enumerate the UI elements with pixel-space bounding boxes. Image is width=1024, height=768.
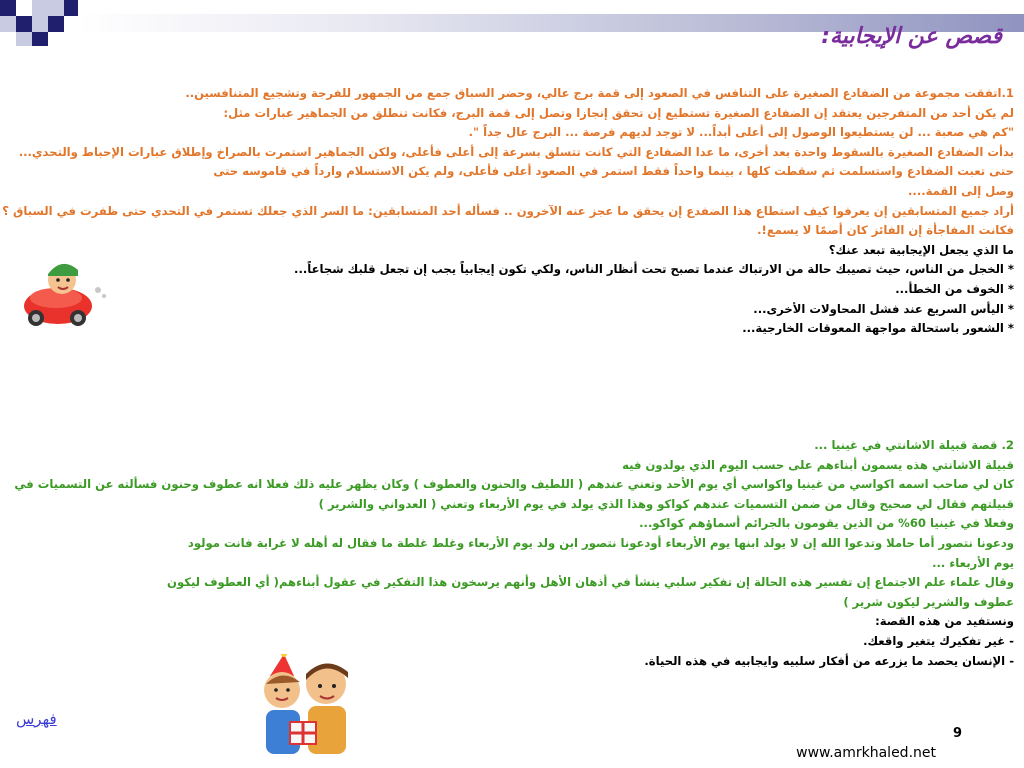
story2-line: - الإنسان يحصد ما يزرعه من أفكار سلبيه وايجابيه في هذه الحياة. (644, 653, 1014, 668)
story1-line: * الخجل من الناس، حيث تصيبك حالة من الارتباك عندما تصبح تحت أنظار الناس، ولكي تكون إيجابياً يجب إن تجعل قلبك شجاعاً... (294, 262, 1014, 277)
index-link[interactable]: فهرس (16, 710, 57, 728)
story1-line: وصل إلى القمة.... (908, 183, 1014, 198)
story1-line: أراد جميع المتسابقين إن يعرفوا كيف استطاع هذا الضفدع إن يحقق ما عجز عنه الآخرون .. فسأله أحد المتسابقين: ما السر الذي جعلك تستمر في التحدي حتى ظفرت في السباق ؟ (2, 203, 1014, 218)
story1-line: حتى تعبت الضفادع واستسلمت ثم سقطت كلها ، بينما واحداً فقط استمر في الصعود أعلى فأعلى، ولم يكن الاستسلام وارداً في قاموسه حتى (213, 164, 1014, 179)
story1-line: ما الذي يجعل الإيجابية تبعد عنك؟ (828, 242, 1014, 257)
page-number: 9 (952, 726, 962, 741)
story2-line: عطوف والشرير ليكون شرير ) (843, 594, 1014, 609)
page-title: قصص عن الإيجابية: (821, 24, 1002, 49)
story2-line: وفعلا في غينيا 60% من الذين يقومون بالجرائم أسماؤهم كواكو... (639, 516, 1014, 531)
story-2-block (14, 436, 1014, 671)
children-gift-illustration (254, 654, 364, 764)
story1-line: 1.اتفقت مجموعة من الضفادع الصغيرة على التنافس في الصعود إلى قمة برج عالي، وحضر السباق جمع من الجمهور للفرجة وتشجيع المتنافسين.. (185, 86, 1014, 100)
story2-line: قبيلتهم فقال لي صحيح وقال من ضمن التسميات عندهم كواكو وهذا الذي يولد في يوم الأربعاء وتعني ( العدواني والشرير ) (318, 496, 1014, 511)
story1-line: فكانت المفاجأة إن الفائز كان أصمًا لا يسمع!. (757, 223, 1014, 238)
story1-line: "كم هي صعبة ... لن يستطيعوا الوصول إلى أعلى أبداً... لا توجد لديهم فرصة ... البرج عال جداً ". (468, 125, 1014, 140)
story1-line: * الشعور باستحالة مواجهة المعوقات الخارجية... (742, 321, 1014, 336)
story1-line: * اليأس السريع عند فشل المحاولات الأخرى... (753, 301, 1014, 316)
story-1-block (2, 84, 1014, 339)
story2-line: يوم الأربعاء ... (932, 555, 1014, 570)
story2-line: كان لي صاحب اسمه اكواسي من غينيا واكواسي أي يوم الأحد وتعني عندهم ( اللطيف والحنون والعطوف ) وكان يظهر عليه ذلك فعلا انه عطوف وحنون فسألته عن التسميات في (14, 477, 1014, 492)
story1-line: بدأت الضفادع الصغيرة بالسقوط واحدة بعد أخرى، ما عدا الضفادع التي كانت تتسلق بسرعة إلى أعلى فأعلى، ولكن الجماهير استمرت بالصراخ وإطلاق عبارات الإحباط والتحدي... (18, 144, 1014, 159)
story2-line: وقال علماء علم الاجتماع إن تفسير هذه الحالة إن تفكير سلبي ينشأ في أذهان الأهل وأنهم يرسخون هذا التفكير في عقول أبناءهم( أي العطوف ليكون (167, 575, 1014, 590)
story2-line: - غير تفكيرك يتغير واقعك. (863, 633, 1014, 648)
story2-line: ونستفيد من هذه القصة: (875, 614, 1014, 629)
story1-line: * الخوف من الخطأ... (895, 281, 1014, 296)
story2-line: قبيلة الاشانتي هذه يسمون أبناءهم على حسب اليوم الذي يولدون فيه (622, 457, 1014, 472)
boy-car-illustration (18, 250, 108, 330)
story2-line: 2. قصة قبيلة الاشانتي في غينيا ... (814, 438, 1014, 452)
website-url: www.amrkhaled.net (796, 745, 936, 761)
story2-line: ودعونا نتصور أما حاملا وتدعوا الله إن لا يولد ابنها يوم الأربعاء أودعونا نتصور ابن ولد يوم الأربعاء وغلط غلطة ما فقال له أهله لا غرابة فانت مولود (187, 535, 1014, 550)
story1-line: لم يكن أحد من المتفرجين يعتقد إن الضفادع الصغيرة تستطيع إن تحقق إنجازا وتصل إلى قمة البرج، فكانت تنطلق من الجماهير عبارات مثل: (223, 105, 1014, 120)
